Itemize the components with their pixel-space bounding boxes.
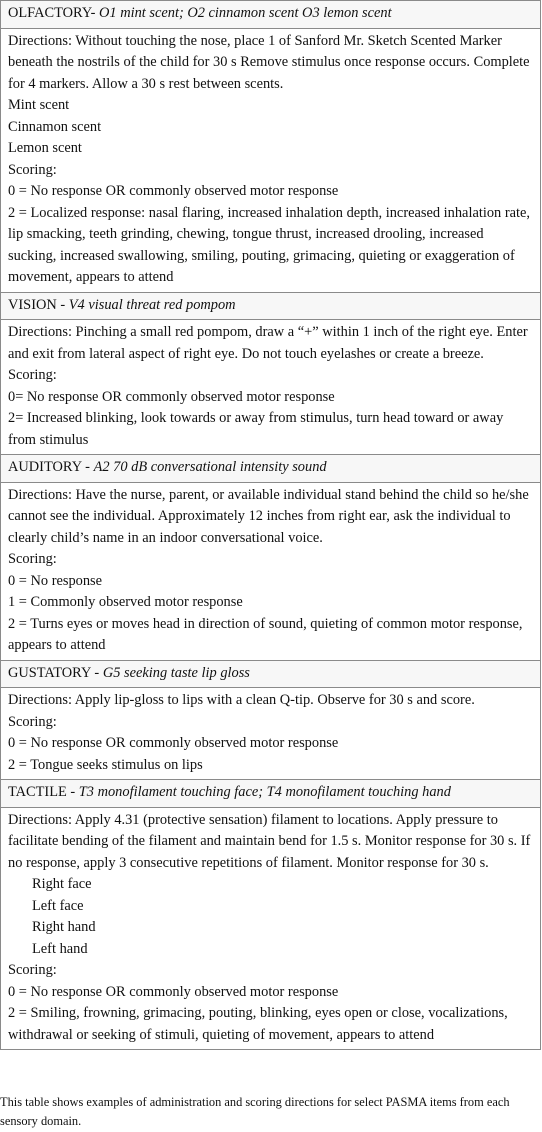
domain-items: V4 visual threat red pompom [68, 296, 236, 313]
score-line: 0 = No response [8, 572, 103, 589]
domain-items: G5 seeking taste lip gloss [102, 664, 250, 681]
domain-items: A2 70 dB conversational intensity sound [93, 459, 327, 475]
domain-separator: - [90, 664, 103, 681]
domain-header-auditory [1, 455, 541, 483]
table-row [1, 688, 541, 780]
domain-separator: - [81, 459, 94, 475]
domain-body-gustatory [1, 688, 541, 780]
score-line: 1 = Commonly observed motor response [8, 594, 243, 610]
domain-separator: - [66, 784, 79, 800]
table-caption: This table shows examples of administration and scoring directions for select PASMA items from each sensory domain. [0, 1095, 510, 1128]
table-row [1, 780, 541, 808]
score-line: 2 = Localized response: nasal flaring, increased inhalation depth, increased inhalation rate, lip smacking, teeth grinding, chewing, tongue thrust, increased drooling, increased sucking, increased swallowing, smiling, pouting, grimacing, quieting or exaggeration of movement, appears to attend [8, 204, 530, 285]
directions-text: Directions: Have the nurse, parent, or available individual stand behind the child so he/she cannot see the individual. Approximately 12 inches from right ear, ask the individual to clearly child’s name in an indoor conversational voice. [8, 486, 529, 546]
table-row [1, 455, 541, 483]
domain-header-olfactory [1, 1, 541, 29]
scoring-label: Scoring: [8, 962, 57, 978]
table-row [1, 660, 541, 688]
domain-body-auditory [1, 482, 541, 660]
domain-name: AUDITORY [8, 459, 82, 475]
domain-name: VISION [8, 296, 57, 313]
domain-name: OLFACTORY [8, 5, 91, 21]
sub-item: Left face [32, 897, 84, 914]
sub-item: Right hand [32, 919, 96, 935]
domain-header-vision [1, 292, 541, 320]
sub-item: Right face [32, 876, 92, 892]
scoring-label: Scoring: [8, 367, 57, 383]
directions-text: Directions: Apply 4.31 (protective sensation) filament to locations. Apply pressure to facilitate bending of the filament and maintain bend for 1.5 s. Monitor response for 30 s. If no response, apply 3 consecutive repetitions of filament. Monitor response for 30 s. [8, 811, 531, 871]
domain-body-vision [1, 320, 541, 455]
sub-item: Mint scent [8, 97, 70, 113]
scoring-label: Scoring: [8, 713, 57, 730]
table-row [1, 292, 541, 320]
domain-separator: - [90, 5, 100, 21]
table-row [1, 482, 541, 660]
score-line: 2 = Tongue seeks stimulus on lips [8, 756, 203, 773]
score-line: 2= Increased blinking, look towards or away from stimulus, turn head toward or away from stimulus [8, 410, 504, 448]
domain-separator: - [56, 296, 69, 313]
domain-name: GUSTATORY [8, 664, 91, 681]
table-row [1, 1, 541, 29]
scoring-label: Scoring: [8, 551, 57, 567]
sub-item: Cinnamon scent [8, 118, 102, 135]
table-row [1, 28, 541, 292]
table-row [1, 807, 541, 1050]
score-line: 2 = Turns eyes or moves head in direction of sound, quieting of common motor response, appears to attend [8, 615, 523, 653]
domain-items: O1 mint scent; O2 cinnamon scent O3 lemon scent [99, 5, 392, 21]
sub-item: Lemon scent [8, 140, 82, 156]
domain-header-gustatory [1, 660, 541, 688]
domain-body-olfactory [1, 28, 541, 292]
sub-item: Left hand [32, 940, 88, 957]
score-line: 0 = No response OR commonly observed motor response [8, 183, 339, 199]
domain-body-tactile [1, 807, 541, 1050]
score-line: 0 = No response OR commonly observed motor response [8, 735, 339, 751]
domain-name: TACTILE [8, 784, 67, 800]
directions-text: Directions: Without touching the nose, place 1 of Sanford Mr. Sketch Scented Marker beneath the nostrils of the child for 30 s Remove stimulus once response occurs. Complete for 4 markers. Allow a 30 s rest between scents. [8, 32, 530, 92]
score-line: 2 = Smiling, frowning, grimacing, pouting, blinking, eyes open or close, vocalizations, withdrawal or seeking of stimuli, quieting of movement, appears to attend [8, 1005, 508, 1043]
table-row [1, 320, 541, 455]
domain-items: T3 monofilament touching face; T4 monofilament touching hand [78, 784, 451, 800]
domain-header-tactile [1, 780, 541, 808]
directions-text: Directions: Pinching a small red pompom, draw a “+” within 1 inch of the right eye. Enter and exit from lateral aspect of right eye. Do not touch eyelashes or create a breeze. [8, 324, 528, 362]
score-line: 0 = No response OR commonly observed motor response [8, 983, 339, 1000]
scoring-label: Scoring: [8, 161, 57, 178]
score-line: 0= No response OR commonly observed motor response [8, 388, 335, 405]
directions-text: Directions: Apply lip-gloss to lips with a clean Q-tip. Observe for 30 s and score. [8, 692, 475, 708]
